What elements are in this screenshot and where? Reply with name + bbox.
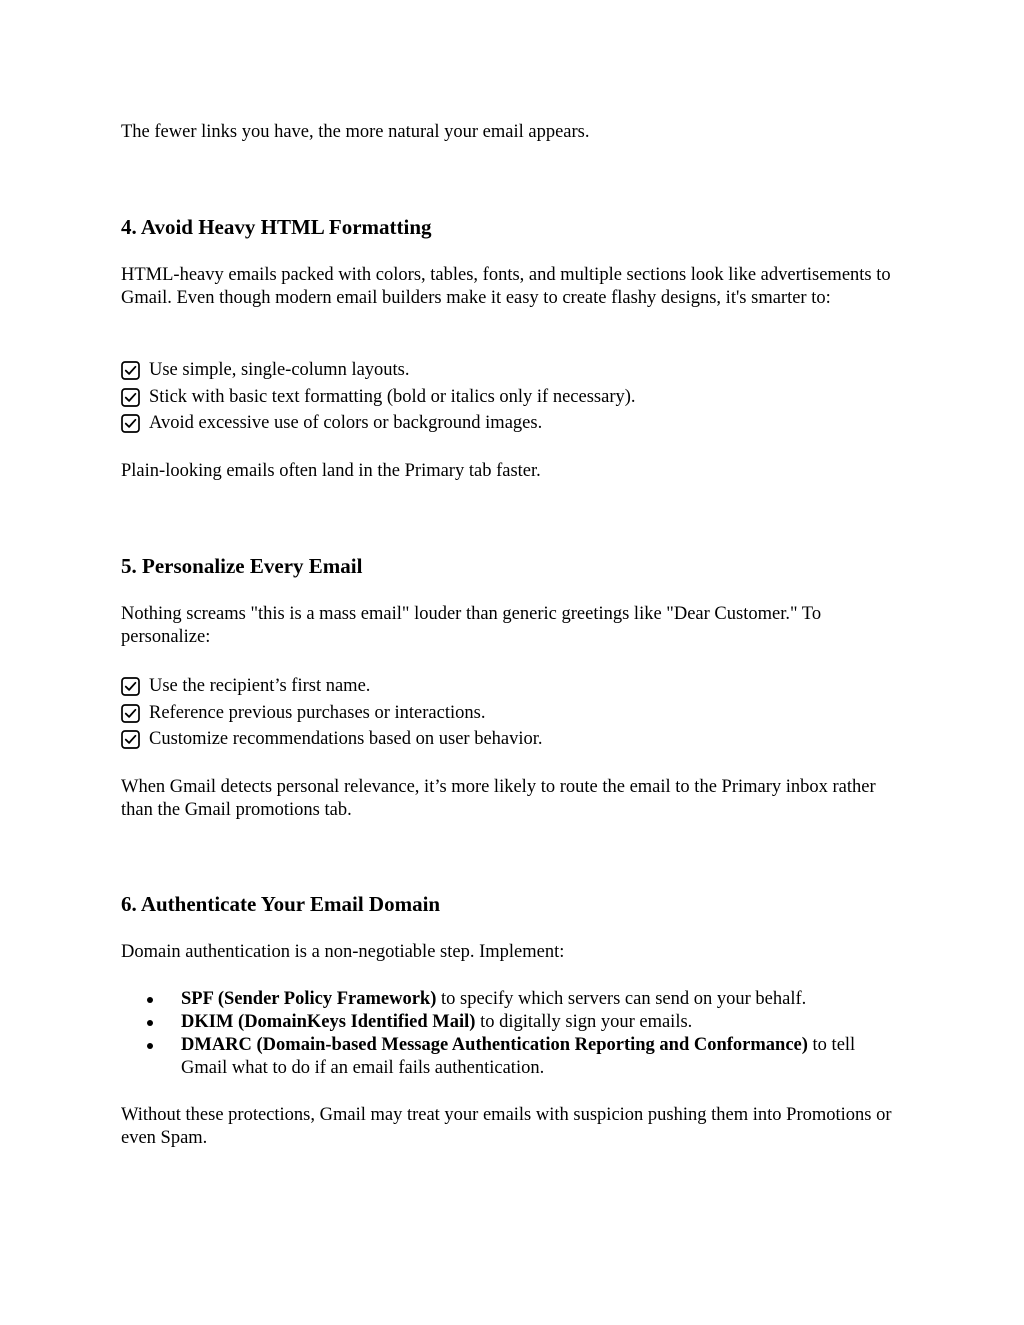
checklist-item	[121, 384, 636, 411]
bullet-description: to tell Gmail what to do if an email fails authentication.	[181, 1035, 856, 1078]
checklist-item-label: Stick with basic text formatting (bold or italics only if necessary).	[149, 386, 636, 407]
section-4-checklist	[121, 357, 636, 437]
section-6-bullet-list	[121, 988, 901, 1080]
list-item	[121, 1034, 901, 1080]
section-6-heading: 6. Authenticate Your Email Domain	[121, 892, 441, 916]
section-6-closing: Without these protections, Gmail may treat your emails with suspicion pushing them into Promotions or even Spam.	[121, 1105, 892, 1148]
checkbox-checked-icon	[121, 704, 140, 723]
bullet-dot-icon	[147, 997, 153, 1003]
bullet-description: to specify which servers can send on your behalf.	[436, 989, 807, 1009]
bullet-dot-icon	[147, 1043, 153, 1049]
checkbox-checked-icon	[121, 730, 140, 749]
checklist-item-label: Use simple, single-column layouts.	[149, 360, 410, 380]
bullet-term: DKIM (DomainKeys Identified Mail)	[181, 1012, 476, 1032]
bullet-term: DMARC (Domain-based Message Authentication Reporting and Conformance)	[181, 1035, 808, 1055]
checklist-item	[121, 357, 636, 384]
checklist-item	[121, 673, 543, 700]
checkbox-checked-icon	[121, 414, 140, 433]
list-item	[121, 988, 901, 1011]
section-4-heading: 4. Avoid Heavy HTML Formatting	[121, 215, 432, 239]
section-5-checklist	[121, 673, 543, 753]
bullet-description: to digitally sign your emails.	[475, 1012, 693, 1032]
checkbox-checked-icon	[121, 677, 140, 696]
checklist-item	[121, 410, 636, 437]
section-6-paragraph: Domain authentication is a non-negotiable step. Implement:	[121, 942, 565, 962]
checklist-item	[121, 726, 543, 753]
section-5-heading: 5. Personalize Every Email	[121, 554, 363, 578]
list-item	[121, 1011, 901, 1034]
bullet-term: SPF (Sender Policy Framework)	[181, 989, 437, 1009]
section-4-closing: Plain-looking emails often land in the Primary tab faster.	[121, 461, 541, 481]
checklist-item-label: Use the recipient’s first name.	[149, 676, 371, 696]
section-4-paragraph: HTML-heavy emails packed with colors, tables, fonts, and multiple sections look like advertisements to Gmail. Even though modern email builders make it easy to create flashy designs, it's smarter to:	[121, 265, 891, 308]
section-5-closing: When Gmail detects personal relevance, it’s more likely to route the email to the Primary inbox rather than the Gmail promotions tab.	[121, 777, 876, 820]
checklist-item-label: Avoid excessive use of colors or background images.	[149, 413, 543, 434]
checklist-item-label: Customize recommendations based on user behavior.	[149, 729, 543, 750]
checkbox-checked-icon	[121, 388, 140, 407]
section-5-paragraph: Nothing screams "this is a mass email" louder than generic greetings like "Dear Customer." To personalize:	[121, 604, 822, 647]
checklist-item-label: Reference previous purchases or interactions.	[149, 702, 486, 723]
checklist-item	[121, 700, 543, 727]
intro-paragraph: The fewer links you have, the more natural your email appears.	[121, 122, 590, 142]
bullet-dot-icon	[147, 1020, 153, 1026]
checkbox-checked-icon	[121, 361, 140, 380]
